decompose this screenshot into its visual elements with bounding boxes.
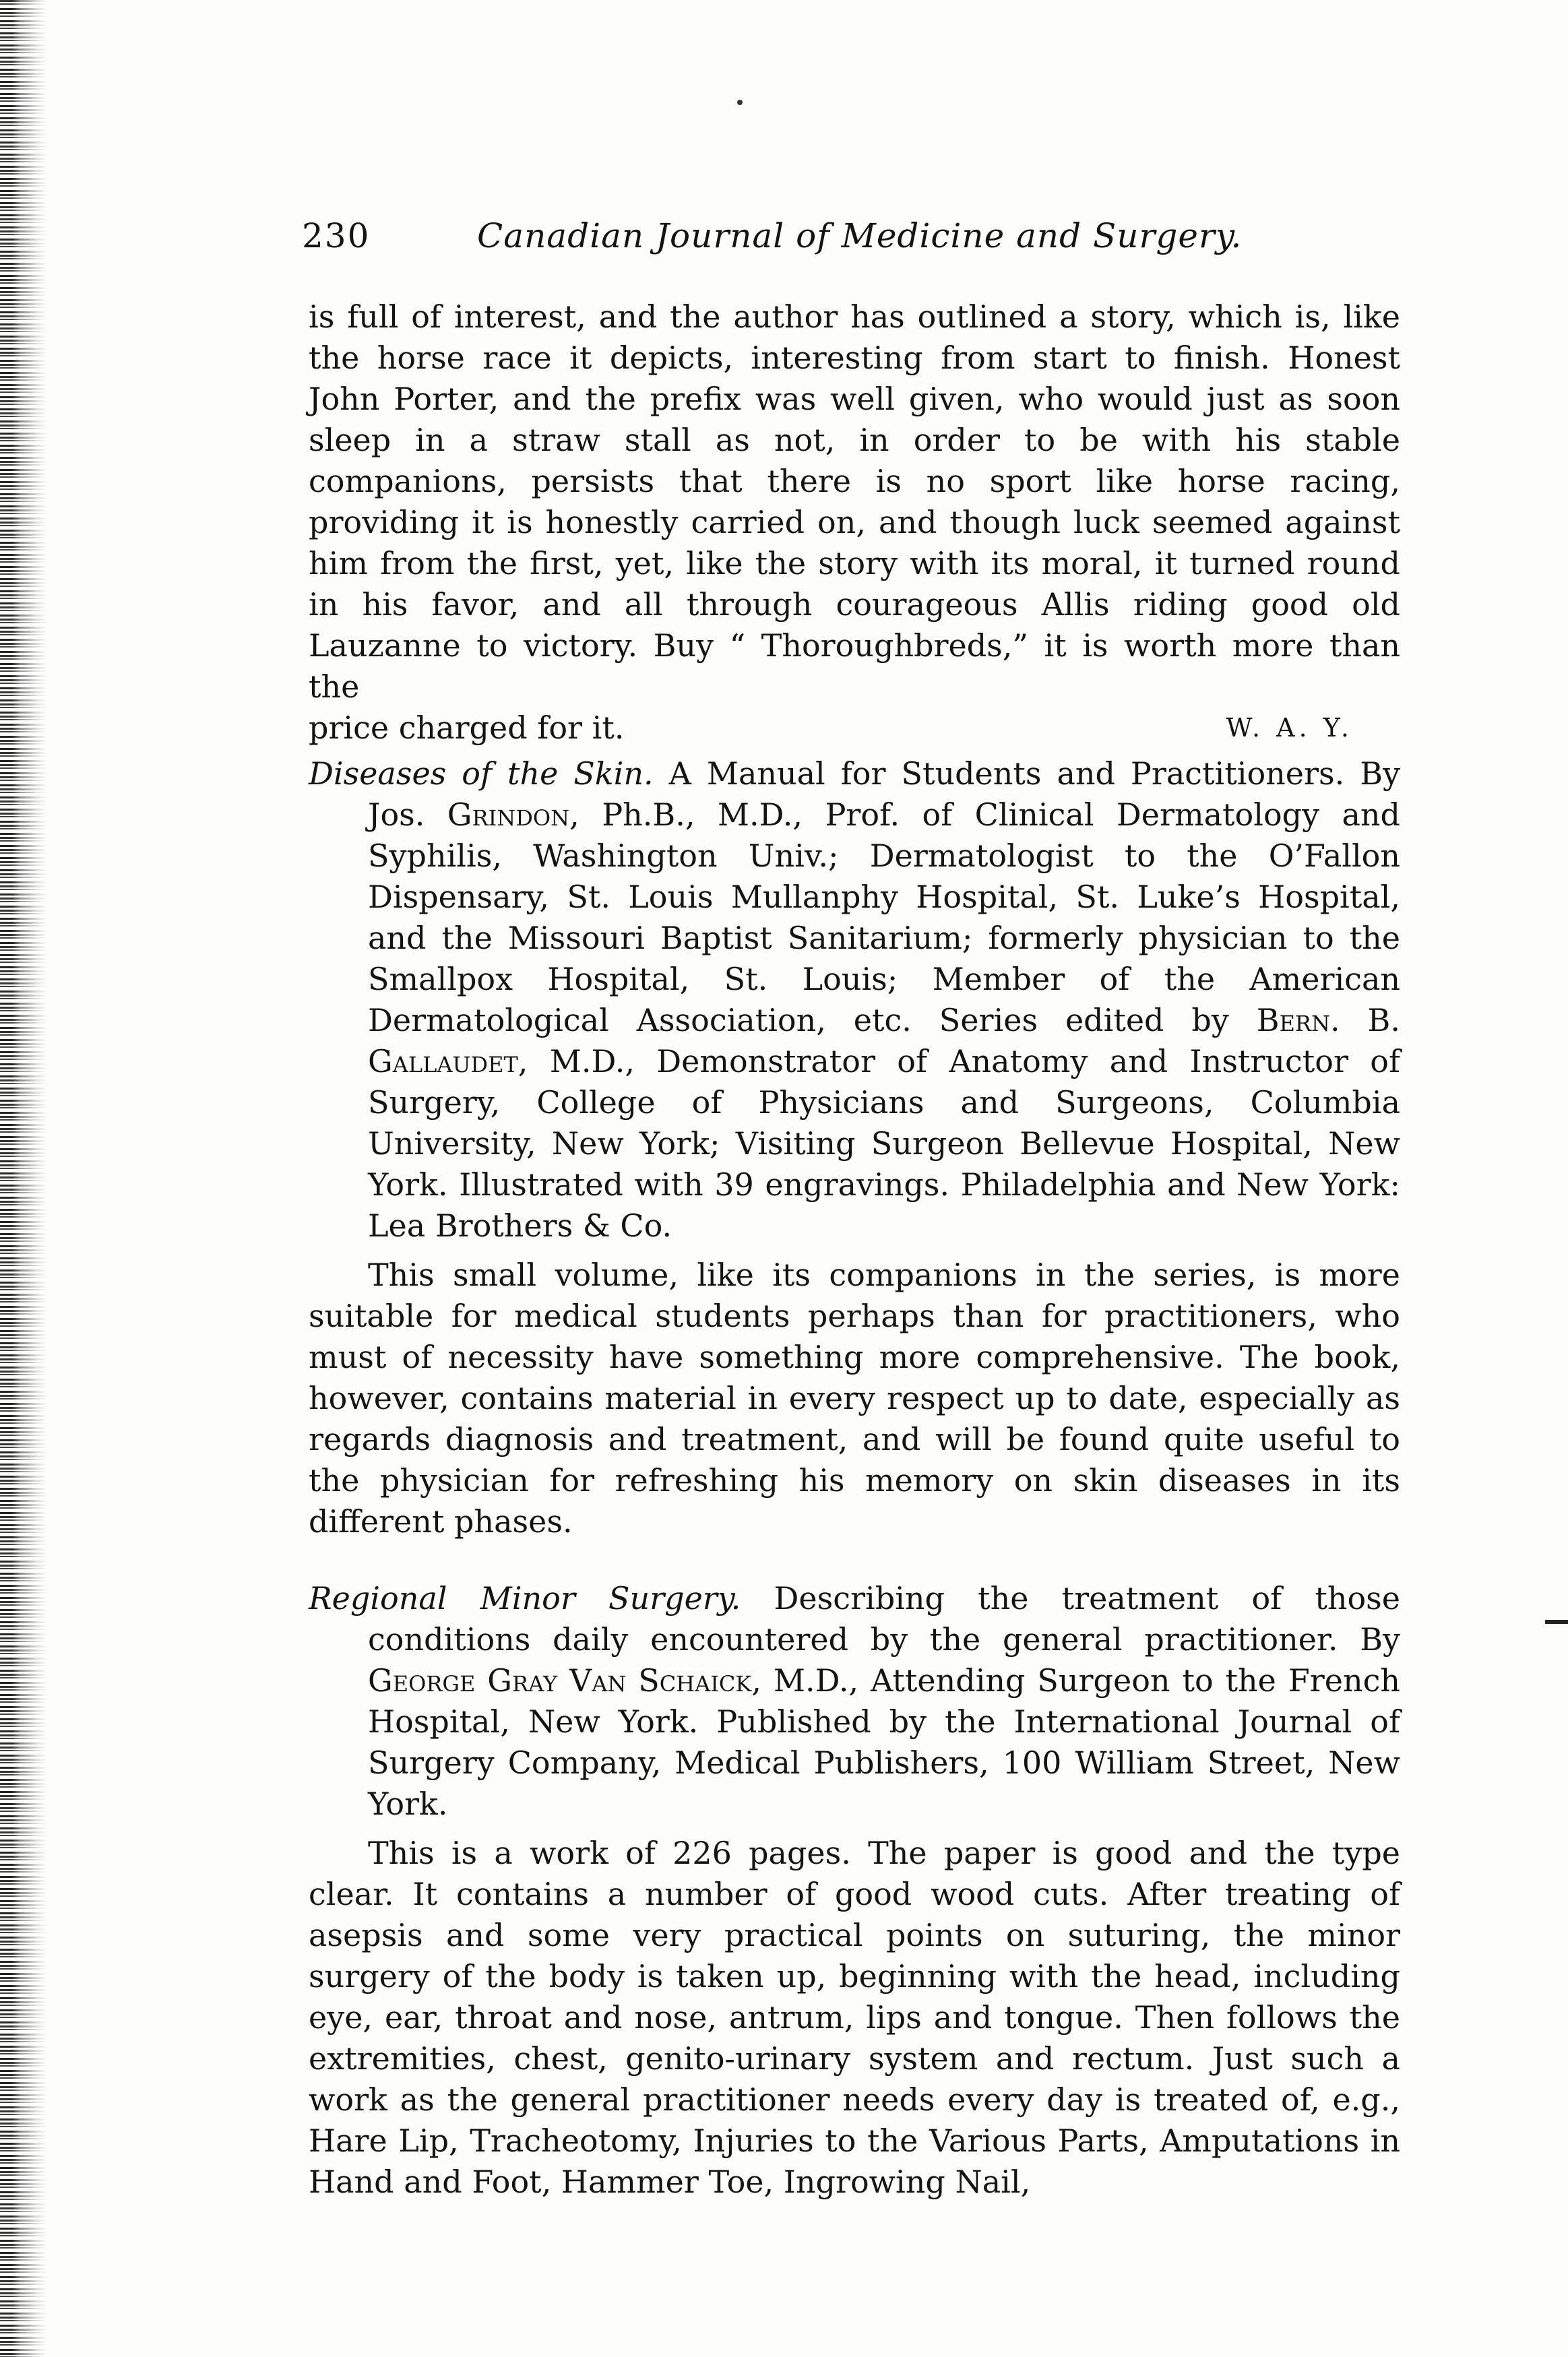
citation-text: , M.D., Attending Surgeon to the French Hospital, New York. Published by the International Journal of Surgery Company, Medical Publishers, 100 William Street, New York. (368, 1662, 1400, 1822)
review-text: This is a work of 226 pages. The paper is good and the type clear. It contains a number of good wood cuts. After treating of asepsis and some very practical points on suturing, the minor surgery of the body is taken up, beginning with the head, including eye, ear, throat and nose, antrum, lips and tongue. Then follows the extremities, chest, genito-urinary system and rectum. Just such a work as the general practitioner needs every day is treated of, e.g., Hare Lip, Tracheotomy, Injuries to the Various Parts, Amputations in Hand and Foot, Hammer Toe, Ingrowing Nail, (309, 1835, 1400, 2200)
running-head (302, 209, 1393, 263)
review-diseases-of-the-skin (309, 753, 1400, 1542)
review-regional-minor-surgery (309, 1578, 1400, 2203)
reviewer-signature: W. A. Y. (1226, 713, 1353, 743)
binding-edge-shadow (0, 0, 47, 2357)
author-name: George Gray Van Schaick (368, 1662, 752, 1699)
journal-title: Canadian Journal of Medicine and Surgery. (477, 216, 1243, 255)
review-text: This small volume, like its companions in the series, is more suitable for medical students perhaps than for practitioners, who must of necessity have something more comprehensive. The book, however, contains material in every respect up to date, especially as regards diagnosis and treatment, and will be found quite useful to the physician for refreshing his memory on skin diseases in its different phases. (309, 1257, 1400, 1540)
intro-text: is full of interest, and the author has outlined a story, which is, like the horse race it depicts, interesting from start to finish. Honest John Porter, and the prefix was well given, who would just as soon sleep in a straw stall as not, in order to be with his stable companions, persists that there is no sport like horse racing, providing it is honestly carried on, and though luck seemed against him from the first, yet, like the story with its moral, it turned round in his favor, and all through courageous Allis riding good old Lauzanne to victory. Buy “ Thoroughbreds,” it is worth more than the (309, 298, 1400, 705)
citation-text: , Ph.B., M.D., Prof. of Clinical Dermatology and Syphilis, Washington Univ.; Dermatologist to the O’Fallon Dispensary, St. Louis Mullanphy Hospital, St. Luke’s Hospital, and the Missouri Baptist Sanitarium; formerly physician to the Smallpox Hospital, St. Louis; Member of the American Dermatological Association, etc. Series edited by (368, 796, 1400, 1038)
citation-text: A Manual for Students and Practitioners. By Jos. (368, 755, 1400, 833)
intro-paragraph (309, 296, 1400, 749)
editor-name: Bern. B. Gallaudet (368, 1002, 1400, 1079)
margin-mark (1545, 1620, 1568, 1624)
signature-line (309, 708, 1400, 749)
book-title: Regional Minor Surgery. (309, 1580, 741, 1616)
scan-speck (737, 100, 743, 105)
book-citation (309, 1578, 1400, 1825)
book-citation (309, 753, 1400, 1247)
page-number: 230 (302, 216, 371, 255)
citation-text: Describing the treatment of those conditions daily encountered by the general practitioner. By (368, 1580, 1401, 1658)
book-title: Diseases of the Skin. (309, 755, 654, 792)
citation-text: , M.D., Demonstrator of Anatomy and Instructor of Surgery, College of Physicians and Surgeons, Columbia University, New York; Visiting Surgeon Bellevue Hospital, New York. Illustrated with 39 engravings. Philadelphia and New York: Lea Brothers & Co. (368, 1043, 1400, 1244)
intro-last-line: price charged for it. (309, 710, 625, 746)
author-name: Grindon (447, 796, 570, 833)
